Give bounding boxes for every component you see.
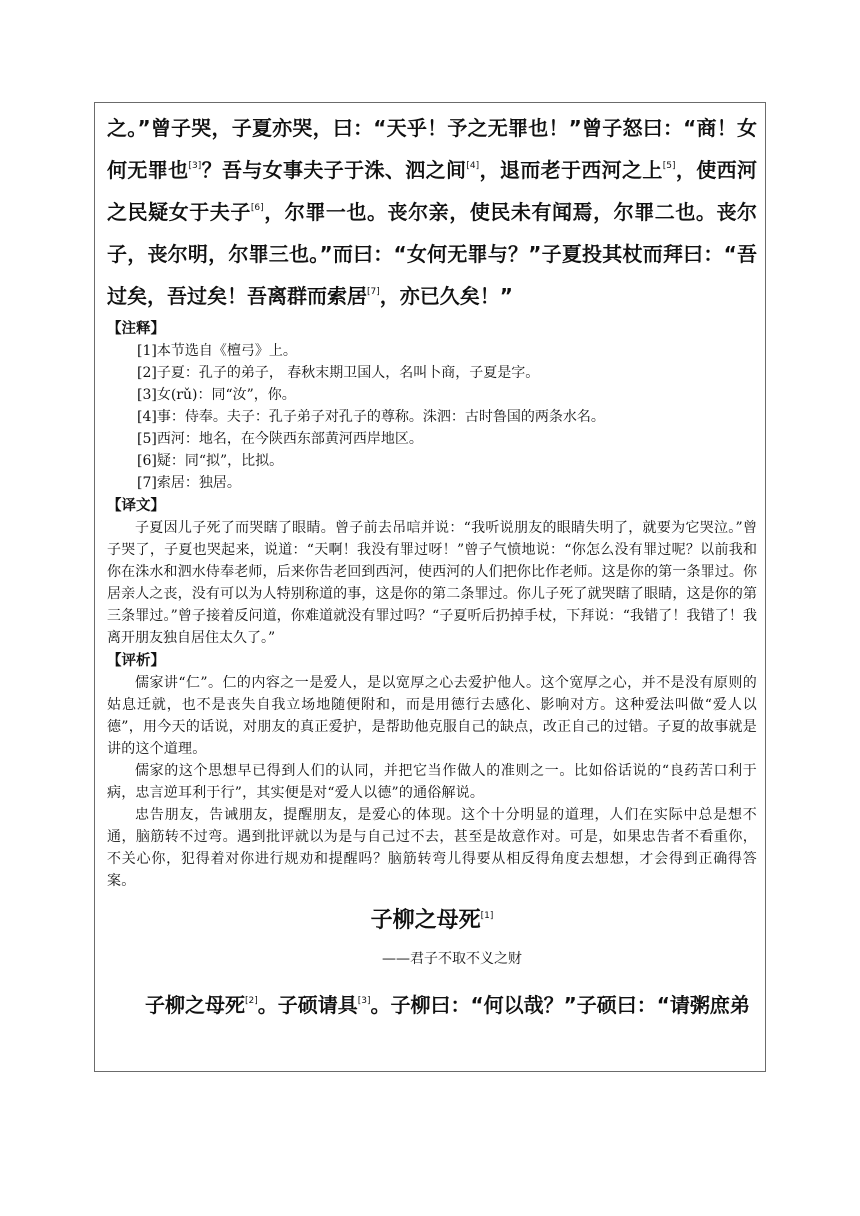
classical-text-fragment: 。子柳曰：“何以哉？”子硕曰：“请粥庶弟 xyxy=(370,993,750,1017)
note-item: [7]索居：独居。 xyxy=(137,475,241,491)
classical-text-fragment: 。子硕请具 xyxy=(257,993,358,1017)
footnote-ref: [6] xyxy=(250,203,264,213)
classical-text-fragment: ，亦已久矣！” xyxy=(379,284,513,308)
footnote-ref: [2] xyxy=(245,996,258,1006)
note-item: [3]女(rǔ)：同“汝”，你。 xyxy=(137,387,296,403)
footnote-ref: [3] xyxy=(357,996,371,1006)
footnote-ref: [1] xyxy=(480,911,494,921)
page-frame xyxy=(94,102,766,1072)
footnote-ref: [5] xyxy=(662,161,676,171)
footnote-ref: [4] xyxy=(466,161,480,171)
section-title xyxy=(107,906,757,936)
classical-text-fragment: ，退而老于西河之上 xyxy=(479,158,663,182)
classical-text-fragment: ，尔罪一也。丧尔亲，使民未有闻焉，尔罪二也。丧尔子，丧尔明，尔罪三也。”而曰：“女何无罪与？”子夏投其杖而拜曰：“吾过矣，吾过矣！吾离群而索居 xyxy=(107,200,758,308)
commentary-paragraph: 忠告朋友，告诫朋友，提醒朋友，是爱心的体现。这个十分明显的道理，人们在实际中总是想不通，脑筋转不过弯。遇到批评就以为是与自己过不去，甚至是故意作对。可是，如果忠告者不看重你，不关心你，犯得着对你进行规劝和提醒吗？脑筋转弯儿得要从相反得角度去想想，才会得到正确得答案。 xyxy=(107,807,757,889)
page-content xyxy=(107,107,757,1026)
notes-list xyxy=(107,340,757,494)
note-item: [5]西河：地名，在今陕西东部黄河西岸地区。 xyxy=(137,431,423,447)
classical-text-passage xyxy=(107,984,757,1026)
commentary-heading: 【评析】 xyxy=(107,653,165,669)
notes-heading: 【注释】 xyxy=(107,321,165,337)
classical-text-fragment: 之。”曾子哭，子夏亦哭，曰：“天乎！予之无罪也！”曾子怒曰：“商！女何无罪也 xyxy=(107,116,757,182)
footnote-ref: [3] xyxy=(188,161,202,171)
translation-paragraph: 子夏因儿子死了而哭瞎了眼睛。曾子前去吊唁并说：“我听说朋友的眼睛失明了，就要为它哭泣。”曾子哭了，子夏也哭起来，说道：“天啊！我没有罪过呀！”曾子气愤地说：“你怎么没有罪过呢？以前我和你在洙水和泗水侍奉老师，后来你告老回到西河，使西河的人们把你比作老师。这是你的第一条罪过。你居亲人之丧，没有可以为人特别称道的事，这是你的第二条罪过。你儿子死了就哭瞎了眼睛，这是你的第三条罪过。”曾子接着反问道，你难道就没有罪过吗？“子夏听后扔掉手杖，下拜说：“我错了！我错了！我离开朋友独自居住太久了。” xyxy=(107,520,757,646)
classical-text-fragment: ，使西河之民疑女于夫子 xyxy=(107,158,757,224)
classical-text-fragment: ？吾与女事夫子于洙、泗之间 xyxy=(201,158,467,182)
commentary-paragraph: 儒家讲“仁”。仁的内容之一是爱人，是以宽厚之心去爱护他人。这个宽厚之心，并不是没有原则的姑息迁就，也不是丧失自我立场地随便附和，而是用德行去感化、影响对方。这种爱法叫做“爱人以德”，用今天的话说，对朋友的真正爱护，是帮助他克服自己的缺点，改正自己的过错。子夏的故事就是讲的这个道理。 xyxy=(107,675,757,757)
note-item: [2]子夏：孔子的弟子， 春秋末期卫国人，名叫卜商，子夏是字。 xyxy=(137,365,540,381)
classical-text-fragment: 子柳之母死 xyxy=(145,993,245,1017)
note-item: [1]本节选自《檀弓》上。 xyxy=(137,343,297,359)
section-subtitle: ——君子不取不义之财 xyxy=(382,951,522,967)
note-item: [4]事：侍奉。夫子：孔子弟子对孔子的尊称。洙泗：古时鲁国的两条水名。 xyxy=(137,409,605,425)
classical-text-passage xyxy=(107,107,757,317)
translation-heading: 【译文】 xyxy=(107,498,165,514)
footnote-ref: [7] xyxy=(367,287,380,297)
note-item: [6]疑：同“拟”，比拟。 xyxy=(137,453,284,469)
section-title-text: 子柳之母死 xyxy=(370,908,481,933)
commentary-paragraph: 儒家的这个思想早已得到人们的认同，并把它当作做人的准则之一。比如俗话说的“良药苦口利于病，忠言逆耳利于行”，其实便是对“爱人以德”的通俗解说。 xyxy=(107,763,757,801)
